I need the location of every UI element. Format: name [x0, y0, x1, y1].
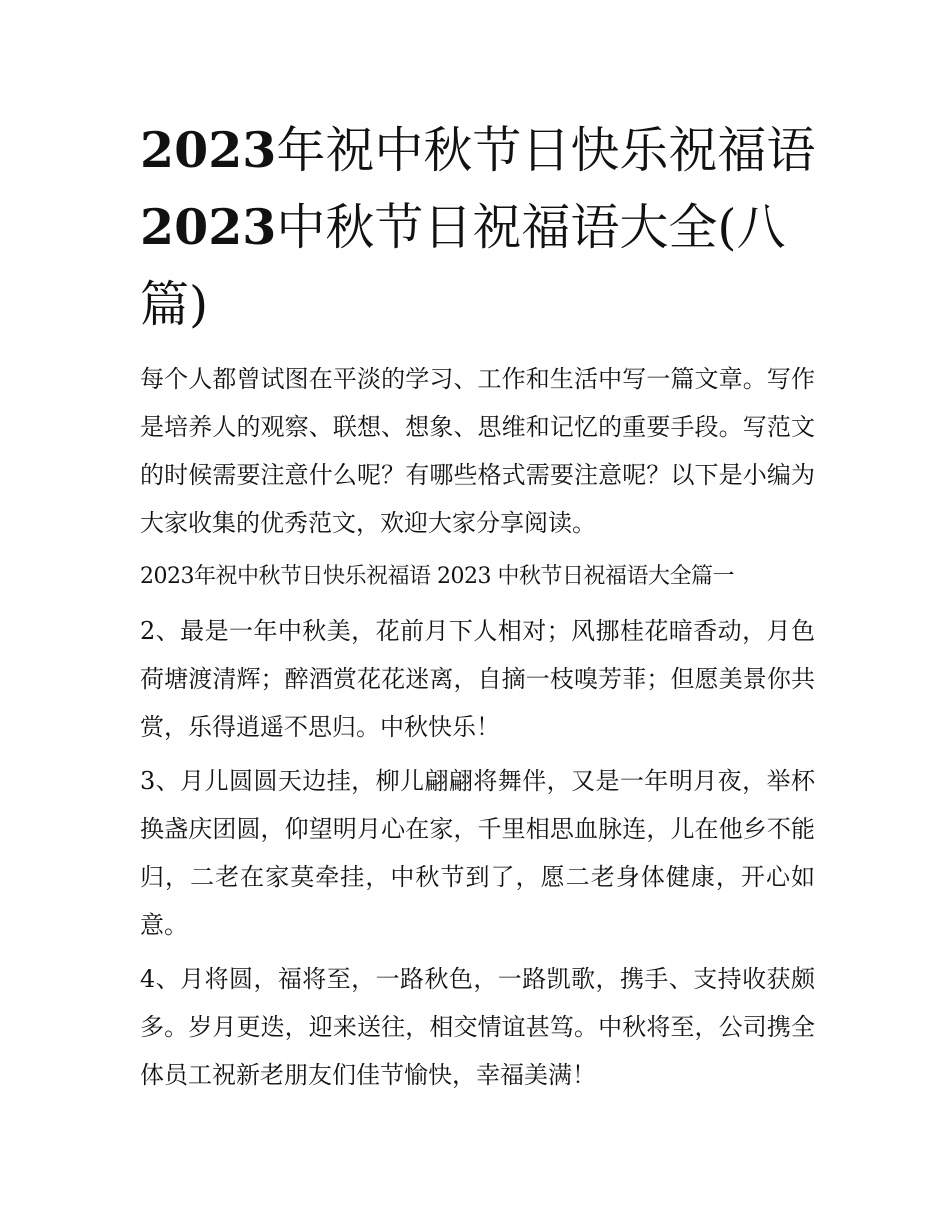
- title-text-1: 年祝中秋节日快乐祝福语: [276, 122, 816, 179]
- title-year-1: 2023: [140, 121, 277, 179]
- blessing-paragraph-2: 2、最是一年中秋美，花前月下人相对；风挪桂花暗香动，月色荷塘渡清辉；醉酒赏花花迷离，自摘一枝嗅芳菲；但愿美景你共赏，乐得逍遥不思归。中秋快乐！: [140, 617, 815, 741]
- intro-paragraph: 每个人都曾试图在平淡的学习、工作和生活中写一篇文章。写作是培养人的观察、联想、想象、思维和记忆的重要手段。写范文的时候需要注意什么呢？有哪些格式需要注意呢？以下是小编为大家收集的优秀范文，欢迎大家分享阅读。: [140, 365, 815, 537]
- section-heading: 2023年祝中秋节日快乐祝福语 2023 中秋节日祝福语大全篇一: [140, 564, 734, 589]
- blessing-paragraph-3: 3、月儿圆圆天边挂，柳儿翩翩将舞伴，又是一年明月夜，举杯换盏庆团圆，仰望明月心在家，千里相思血脉连，儿在他乡不能归，二老在家莫牵挂，中秋节到了，愿二老身体健康，开心如意。: [140, 767, 815, 939]
- title-text-2: 中秋节日祝福语大全(八篇): [140, 199, 786, 333]
- blessing-paragraph-4: 4、月将圆，福将至，一路秋色，一路凯歌，携手、支持收获颇多。岁月更迭，迎来送往，相交情谊甚笃。中秋将至，公司携全体员工祝新老朋友们佳节愉快，幸福美满！: [140, 965, 815, 1089]
- document-body: [140, 355, 815, 1105]
- title-year-2: 2023: [140, 198, 277, 256]
- document-title: [140, 112, 820, 343]
